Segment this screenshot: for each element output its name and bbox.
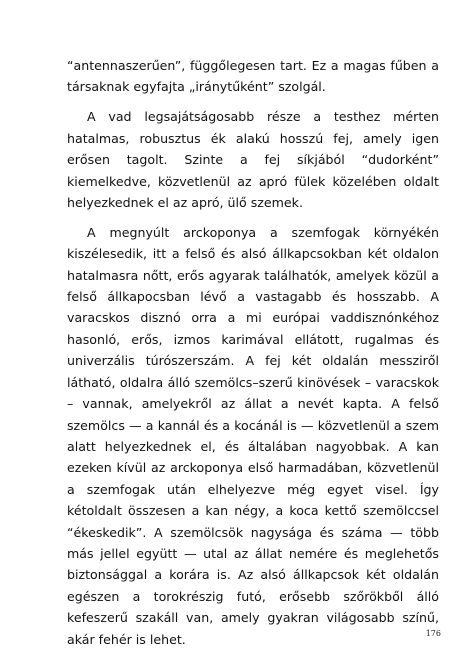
paragraph-continuation: “antennaszerűen”, függőlegesen tart. Ez a magas fűben a társaknak egyfajta „iránytűként” szolgál. [67,58,439,95]
paragraph-skull-description: A megnyúlt arckoponya a szemfogak környékén kiszélesedik, itt a felső és alsó állkapcsokban két oldalon hatalmasra nőtt, erős agyarak találhatók, amelyek közül a felső állkapocsban lévő a vastagabb és hosszabb. A varacskos disznó orra a mi európai vaddisznónkéhoz hasonló, erős, izmos karimával ellátott, rugalmas és univerzális túrószerszám. A fej két oldalán messziről látható, oldalra álló szemölcs–szerű kinövések – varacskok – vannak, amelyekről az állat a nevét kapta. A felső szemölcs — a kannál és a kocánál is — közvetlenül a szem alatt helyezkednek el, és általában nagyobbak. A kan ezeken kívül az arckoponya első harmadában, közvetlenül a szemfogak után elhelyezve még egyet visel. Így kétoldalt összesen a kan négy, a koca kettő szemölccsel “ékeskedik”. A szemölcsök nagysága és száma — több más jellel együtt — utal az állat nemére és meglehetős biztonsággal a korára is. Az alsó állkapcsok két oldalán egészen a torokrészig futó, erősebb szőrökből álló kefeszerű szakáll van, amely gyakran világosabb színű, akár fehér is lehet. [67,224,439,647]
paragraph-head-description: A vad legsajátságosabb része a testhez mérten hatalmas, robusztus ék alakú hosszú fej, amely igen erősen tagolt. Szinte a fej síkjából “dudorként” kiemelkedve, közvetlenül az apró fülek közelében oldalt helyezkednek el az apró, ülő szemek. [67,109,439,210]
body-text [67,55,439,650]
page-number: 176 [425,629,441,638]
